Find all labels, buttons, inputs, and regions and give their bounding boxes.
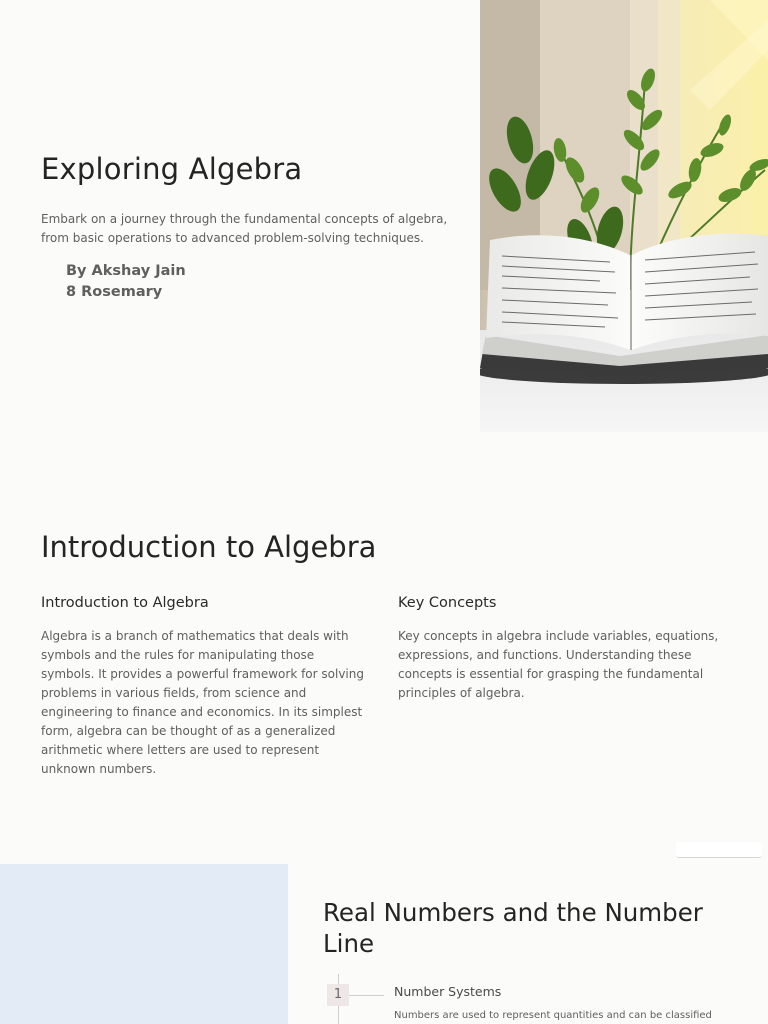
step-number-badge: 1 — [327, 984, 349, 1006]
author-name: By Akshay Jain — [66, 263, 186, 279]
section-image-panel — [0, 864, 288, 1024]
step-text: Numbers are used to represent quantities and can be classified — [394, 1010, 712, 1021]
author-block — [66, 261, 186, 303]
intro-section-title: Introduction to Algebra — [41, 530, 377, 564]
hero-image — [480, 0, 768, 432]
author-secondary: 8 Rosemary — [66, 284, 163, 300]
hero-description: Embark on a journey through the fundamental concepts of algebra, from basic operations to advanced problem-solving techniques. — [41, 212, 448, 245]
real-numbers-title: Real Numbers and the Number Line — [323, 898, 703, 958]
timeline-connector — [348, 995, 384, 996]
floating-widget[interactable] — [676, 842, 762, 858]
hero-title: Exploring Algebra — [41, 152, 303, 186]
intro-column-text: Algebra is a branch of mathematics that deals with symbols and the rules for manipulating those symbols. It provides a powerful framework for solving problems in various fields, from science and engineering to finance and economics. In its simplest form, algebra can be thought of as a generalized arithmetic where letters are used to represent unknown numbers. — [41, 629, 364, 776]
intro-column-title: Introduction to Algebra — [41, 595, 209, 611]
key-concepts-title: Key Concepts — [398, 595, 497, 611]
key-concepts-text: Key concepts in algebra include variables, equations, expressions, and functions. Understanding these concepts is essential for grasping the fundamental principles of algebra. — [398, 629, 719, 700]
step-title: Number Systems — [394, 984, 502, 999]
